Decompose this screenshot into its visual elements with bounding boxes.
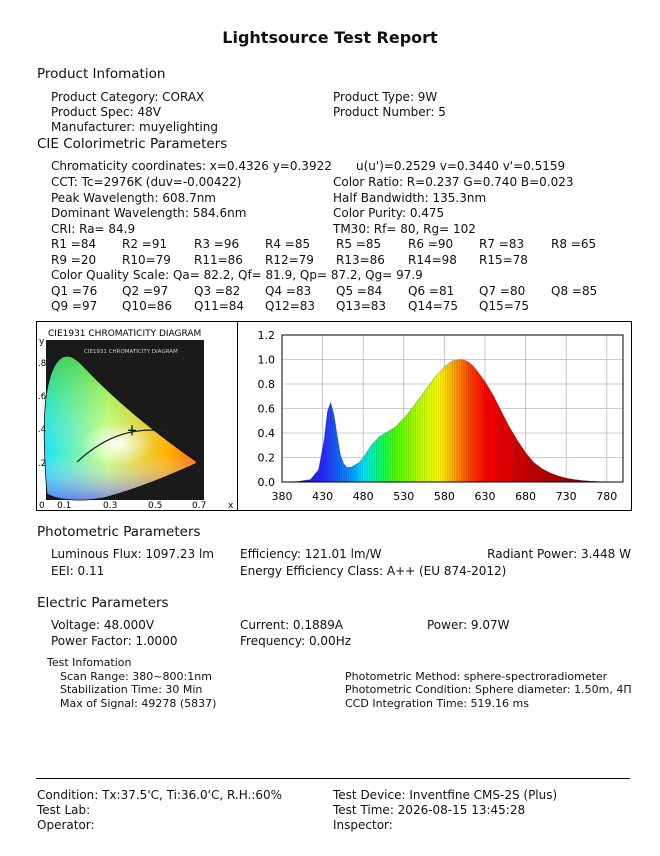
y-tick-label: 1.2 <box>257 329 275 342</box>
dominant-wavelength: Dominant Wavelength: 584.6nm <box>51 206 247 220</box>
cie-x-axis-label: x <box>228 501 234 510</box>
photometric-heading: Photometric Parameters <box>37 524 201 540</box>
current: Current: 0.1889A <box>240 618 344 632</box>
r-value: R7 =83 <box>479 237 525 251</box>
test-time: Test Time: 2026-08-15 13:45:28 <box>333 803 526 817</box>
r-value: R8 =65 <box>551 237 597 251</box>
cri: CRI: Ra= 84.9 <box>51 222 136 236</box>
x-tick-label: 380 <box>271 490 293 503</box>
max-of-signal: Max of Signal: 49278 (5837) <box>60 697 217 710</box>
luminous-flux: Luminous Flux: 1097.23 lm <box>51 547 214 561</box>
r-value: R9 =20 <box>51 253 97 267</box>
r-value: R10=79 <box>122 253 171 267</box>
x-tick-label: 580 <box>433 490 455 503</box>
q-value: Q1 =76 <box>51 284 98 298</box>
product-info-heading: Product Infomation <box>37 66 166 82</box>
photometric-method: Photometric Method: sphere-spectroradiometer <box>345 670 608 683</box>
scan-range: Scan Range: 380~800:1nm <box>60 670 212 683</box>
cie-x-tick: 0.5 <box>148 501 163 510</box>
product-spec: Product Spec: 48V <box>51 105 161 119</box>
x-tick-label: 780 <box>596 490 618 503</box>
spectrum-stripes <box>282 360 607 483</box>
q-value: Q12=83 <box>265 299 316 313</box>
y-tick-label: 0.4 <box>257 427 275 440</box>
q-value: Q7 =80 <box>479 284 526 298</box>
cie-white-region <box>81 422 153 466</box>
cie-chromaticity-diagram <box>37 322 237 510</box>
x-tick-label: 530 <box>393 490 415 503</box>
r-value: R2 =91 <box>122 237 168 251</box>
r-value: R14=98 <box>408 253 457 267</box>
q-value: Q3 =82 <box>194 284 241 298</box>
uv-coordinates: u(u')=0.2529 v=0.3440 v'=0.5159 <box>356 159 566 173</box>
photometric-condition: Photometric Condition: Sphere diameter: 1.50m, 4Π <box>345 683 632 696</box>
y-tick-label: 0.8 <box>257 378 275 391</box>
stabilization-time: Stabilization Time: 30 Min <box>60 683 203 696</box>
cie-x-tick: 0 <box>39 501 45 510</box>
power: Power: 9.07W <box>427 618 510 632</box>
radiant-power: Radiant Power: 3.448 W <box>487 547 631 561</box>
manufacturer: Manufacturer: muyelighting <box>51 120 218 134</box>
y-tick-label: 0.0 <box>257 476 275 489</box>
x-tick-label: 730 <box>555 490 577 503</box>
cct: CCT: Tc=2976K (duv=-0.00422) <box>51 175 242 189</box>
cie-y-tick: .8 <box>38 359 47 369</box>
frequency: Frequency: 0.00Hz <box>240 634 352 648</box>
q-value: Q9 =97 <box>51 299 98 313</box>
r-value: R6 =90 <box>408 237 454 251</box>
operator: Operator: <box>37 818 95 832</box>
colorimetric-heading: CIE Colorimetric Parameters <box>37 136 228 152</box>
q-value: Q15=75 <box>479 299 530 313</box>
footer-rule <box>36 778 630 779</box>
x-tick-label: 680 <box>515 490 537 503</box>
test-device: Test Device: Inventfine CMS-2S (Plus) <box>333 788 558 802</box>
r-value: R4 =85 <box>265 237 311 251</box>
q-value: Q2 =97 <box>122 284 169 298</box>
cie-y-axis-label: y <box>39 337 45 347</box>
r-value: R12=79 <box>265 253 314 267</box>
product-number: Product Number: 5 <box>333 105 446 119</box>
color-ratio: Color Ratio: R=0.237 G=0.740 B=0.023 <box>333 175 574 189</box>
x-tick-label: 630 <box>474 490 496 503</box>
q-value: Q10=86 <box>122 299 173 313</box>
q-value: Q4 =83 <box>265 284 312 298</box>
voltage: Voltage: 48.000V <box>51 618 155 632</box>
y-tick-label: 0.2 <box>257 451 275 465</box>
energy-efficiency-class: Energy Efficiency Class: A++ (EU 874-2012) <box>240 564 507 578</box>
test-lab: Test Lab: <box>37 803 91 817</box>
cie-y-tick: .6 <box>38 392 47 402</box>
electric-heading: Electric Parameters <box>37 595 169 611</box>
q-value: Q8 =85 <box>551 284 598 298</box>
q-value: Q6 =81 <box>408 284 455 298</box>
test-condition: Condition: Tx:37.5'C, Ti:36.0'C, R.H.:60% <box>37 788 283 802</box>
product-category: Product Category: CORAX <box>51 90 205 104</box>
test-info-heading: Test Infomation <box>47 656 132 669</box>
r-value: R15=78 <box>479 253 528 267</box>
spectrum-chart <box>238 322 631 510</box>
cie-diagram-title: CIE1931 CHROMATICITY DIAGRAM <box>48 329 202 339</box>
cie-y-tick: .2 <box>38 459 47 469</box>
q-value: Q5 =84 <box>336 284 383 298</box>
cie-x-tick: 0.1 <box>57 501 72 510</box>
q-value: Q14=75 <box>408 299 459 313</box>
peak-wavelength: Peak Wavelength: 608.7nm <box>51 191 216 205</box>
eei: EEI: 0.11 <box>51 564 105 578</box>
r-value: R1 =84 <box>51 237 97 251</box>
cie-inner-title: CIE1931 CHROMATICITY DIAGRAM <box>84 349 178 355</box>
chart-panel <box>36 321 632 511</box>
color-purity: Color Purity: 0.475 <box>333 206 445 220</box>
y-tick-label: 1.0 <box>257 353 275 367</box>
r-value: R5 =85 <box>336 237 382 251</box>
report-title: Lightsource Test Report <box>222 28 438 47</box>
chromaticity-coordinates: Chromaticity coordinates: x=0.4326 y=0.3922 <box>51 159 332 173</box>
q-value: Q13=83 <box>336 299 387 313</box>
cie-y-tick: .4 <box>38 425 47 435</box>
r-value: R11=86 <box>194 253 243 267</box>
r-value: R13=86 <box>336 253 385 267</box>
product-type: Product Type: 9W <box>333 90 438 104</box>
tm30: TM30: Rf= 80, Rg= 102 <box>333 222 476 236</box>
cie-x-tick: 0.7 <box>192 501 207 510</box>
half-bandwidth: Half Bandwidth: 135.3nm <box>333 191 487 205</box>
x-tick-label: 480 <box>352 490 374 503</box>
ccd-integration-time: CCD Integration Time: 519.16 ms <box>345 697 529 710</box>
r-value: R3 =96 <box>194 237 240 251</box>
q-value: Q11=84 <box>194 299 245 313</box>
color-quality-scale: Color Quality Scale: Qa= 82.2, Qf= 81.9, Qp= 87.2, Qg= 97.9 <box>51 268 423 282</box>
power-factor: Power Factor: 1.0000 <box>51 634 178 648</box>
efficiency: Efficiency: 121.01 lm/W <box>240 547 382 561</box>
x-tick-label: 430 <box>312 490 334 503</box>
y-tick-label: 0.6 <box>257 402 275 416</box>
inspector: Inspector: <box>333 818 393 832</box>
cie-x-tick: 0.3 <box>103 501 118 510</box>
